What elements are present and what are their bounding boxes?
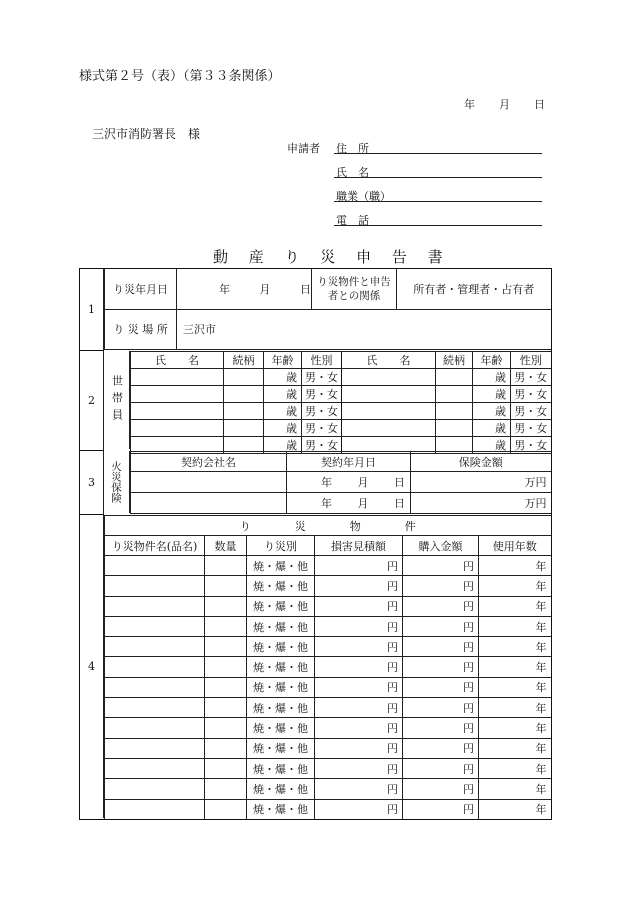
item-purchase-price-field[interactable]: 円 — [403, 799, 479, 819]
item-damage-estimate-field[interactable]: 円 — [315, 616, 403, 636]
company-field[interactable] — [131, 493, 287, 514]
household-relation-field[interactable] — [224, 386, 264, 403]
damaged-items-header: り 災 物 件 — [105, 516, 551, 536]
col-quantity: 数量 — [205, 536, 247, 556]
s3-month: 月 — [357, 476, 369, 489]
h-age-right: 年齢 — [473, 352, 511, 369]
item-years-used-field[interactable]: 年 — [479, 596, 551, 616]
form-number: 様式第２号（表）（第３３条関係） — [79, 69, 281, 84]
item-damage-type-field[interactable]: 焼・爆・他 — [247, 698, 315, 718]
item-purchase-price-field[interactable]: 円 — [403, 616, 479, 636]
item-quantity-field[interactable] — [205, 738, 247, 758]
h-relation-left: 続柄 — [224, 352, 264, 369]
item-damage-estimate-field[interactable]: 円 — [315, 718, 403, 738]
relation-value[interactable]: 所有者・管理者・占有者 — [397, 269, 551, 309]
household-row — [131, 386, 551, 403]
item-damage-type-field[interactable]: 焼・爆・他 — [247, 758, 315, 778]
household-row — [131, 420, 551, 437]
occupation-label: 職業（職） — [336, 190, 391, 203]
item-damage-type-field[interactable]: 焼・爆・他 — [247, 779, 315, 799]
damaged-item-row — [105, 637, 551, 657]
phone-label: 電 話 — [336, 214, 369, 227]
damaged-items-table — [104, 515, 551, 819]
item-damage-estimate-field[interactable]: 円 — [315, 698, 403, 718]
household-sex-field[interactable]: 男・女 — [302, 437, 342, 454]
h-sex-right: 性別 — [511, 352, 551, 369]
section4-number: 4 — [80, 515, 104, 818]
household-name-field[interactable] — [342, 369, 436, 386]
address-field[interactable] — [334, 153, 542, 154]
damaged-item-row — [105, 758, 551, 778]
item-quantity-field[interactable] — [205, 576, 247, 596]
item-name-field[interactable] — [105, 616, 205, 636]
item-damage-type-field[interactable]: 焼・爆・他 — [247, 799, 315, 819]
item-name-field[interactable] — [105, 698, 205, 718]
item-damage-type-field[interactable]: 焼・爆・他 — [247, 556, 315, 576]
s3-year: 年 — [321, 476, 332, 489]
household-name-field[interactable] — [342, 403, 436, 420]
item-damage-estimate-field[interactable]: 円 — [315, 779, 403, 799]
household-relation-field[interactable] — [436, 369, 473, 386]
household-row — [131, 403, 551, 420]
section2-number: 2 — [80, 351, 104, 451]
date-field[interactable] — [177, 269, 312, 309]
s3-day: 日 — [394, 497, 405, 510]
company-field[interactable] — [131, 472, 287, 493]
item-damage-estimate-field[interactable]: 円 — [315, 556, 403, 576]
item-damage-type-field[interactable]: 焼・爆・他 — [247, 616, 315, 636]
item-quantity-field[interactable] — [205, 718, 247, 738]
item-purchase-price-field[interactable]: 円 — [403, 758, 479, 778]
item-name-field[interactable] — [105, 596, 205, 616]
item-years-used-field[interactable]: 年 — [479, 799, 551, 819]
item-quantity-field[interactable] — [205, 799, 247, 819]
item-quantity-field[interactable] — [205, 616, 247, 636]
item-damage-type-field[interactable]: 焼・爆・他 — [247, 677, 315, 697]
applicant-label: 申請者 — [287, 142, 320, 155]
item-name-field[interactable] — [105, 556, 205, 576]
damaged-item-row — [105, 657, 551, 677]
amount-field[interactable]: 万円 — [411, 493, 551, 514]
item-quantity-field[interactable] — [205, 637, 247, 657]
item-purchase-price-field[interactable]: 円 — [403, 779, 479, 799]
item-years-used-field[interactable]: 年 — [479, 556, 551, 576]
damaged-item-row — [105, 616, 551, 636]
section3-number: 3 — [80, 451, 104, 515]
damaged-item-row — [105, 556, 551, 576]
contract-date-field[interactable] — [287, 493, 411, 514]
h-name-right: 氏 名 — [342, 352, 436, 369]
item-purchase-price-field[interactable]: 円 — [403, 657, 479, 677]
item-years-used-field[interactable]: 年 — [479, 637, 551, 657]
household-relation-field[interactable] — [224, 420, 264, 437]
household-sex-field[interactable]: 男・女 — [511, 403, 551, 420]
date-day-label: 日 — [534, 98, 545, 111]
household-age-field[interactable]: 歳 — [473, 420, 511, 437]
household-sex-field[interactable]: 男・女 — [302, 386, 342, 403]
item-damage-estimate-field[interactable]: 円 — [315, 799, 403, 819]
col-years-used: 使用年数 — [479, 536, 551, 556]
item-years-used-field[interactable]: 年 — [479, 616, 551, 636]
household-age-field[interactable]: 歳 — [264, 369, 302, 386]
household-age-field[interactable]: 歳 — [264, 437, 302, 454]
household-sex-field[interactable]: 男・女 — [302, 420, 342, 437]
household-age-field[interactable]: 歳 — [473, 437, 511, 454]
household-relation-field[interactable] — [436, 403, 473, 420]
household-sex-field[interactable]: 男・女 — [302, 369, 342, 386]
item-quantity-field[interactable] — [205, 698, 247, 718]
household-relation-field[interactable] — [224, 403, 264, 420]
household-sex-field[interactable]: 男・女 — [511, 386, 551, 403]
household-name-field[interactable] — [131, 369, 224, 386]
item-name-field[interactable] — [105, 738, 205, 758]
item-years-used-field[interactable]: 年 — [479, 718, 551, 738]
household-name-field[interactable] — [131, 420, 224, 437]
name-label: 氏 名 — [336, 166, 369, 179]
h-relation-right: 続柄 — [436, 352, 473, 369]
item-quantity-field[interactable] — [205, 596, 247, 616]
s3-year: 年 — [321, 497, 332, 510]
damaged-item-row — [105, 596, 551, 616]
document-title: 動 産 り 災 申 告 書 — [213, 248, 451, 266]
date-label: り災年月日 — [105, 269, 177, 309]
phone-field[interactable] — [334, 225, 542, 226]
damaged-item-row — [105, 576, 551, 596]
item-years-used-field[interactable]: 年 — [479, 576, 551, 596]
name-field[interactable] — [334, 177, 542, 178]
place-label: り 災 場 所 — [105, 309, 177, 349]
item-name-field[interactable] — [105, 657, 205, 677]
insurance-table — [130, 451, 551, 514]
household-age-field[interactable]: 歳 — [264, 386, 302, 403]
household-age-field[interactable]: 歳 — [473, 369, 511, 386]
household-age-field[interactable]: 歳 — [264, 403, 302, 420]
insurance-label: 火災保険 — [104, 451, 130, 513]
item-damage-type-field[interactable]: 焼・爆・他 — [247, 738, 315, 758]
item-purchase-price-field[interactable]: 円 — [403, 718, 479, 738]
item-years-used-field[interactable]: 年 — [479, 779, 551, 799]
damaged-item-row — [105, 738, 551, 758]
item-damage-estimate-field[interactable]: 円 — [315, 576, 403, 596]
household-name-field[interactable] — [131, 386, 224, 403]
item-name-field[interactable] — [105, 677, 205, 697]
item-purchase-price-field[interactable]: 円 — [403, 637, 479, 657]
item-years-used-field[interactable]: 年 — [479, 677, 551, 697]
amount-field[interactable]: 万円 — [411, 472, 551, 493]
item-damage-type-field[interactable]: 焼・爆・他 — [247, 637, 315, 657]
s1-month: 月 — [259, 282, 271, 296]
household-relation-field[interactable] — [436, 386, 473, 403]
item-name-field[interactable] — [105, 718, 205, 738]
item-damage-estimate-field[interactable]: 円 — [315, 596, 403, 616]
item-years-used-field[interactable]: 年 — [479, 657, 551, 677]
item-name-field[interactable] — [105, 637, 205, 657]
item-purchase-price-field[interactable]: 円 — [403, 576, 479, 596]
item-years-used-field[interactable]: 年 — [479, 698, 551, 718]
household-name-field[interactable] — [342, 386, 436, 403]
address-label: 住 所 — [336, 142, 369, 155]
item-years-used-field[interactable]: 年 — [479, 758, 551, 778]
household-relation-field[interactable] — [224, 369, 264, 386]
h-name-left: 氏 名 — [131, 352, 224, 369]
h-sex-left: 性別 — [302, 352, 342, 369]
col-damage-estimate: 損害見積額 — [315, 536, 403, 556]
occupation-field[interactable] — [334, 201, 542, 202]
household-sex-field[interactable]: 男・女 — [511, 420, 551, 437]
item-damage-estimate-field[interactable]: 円 — [315, 677, 403, 697]
contract-date-field[interactable] — [287, 472, 411, 493]
household-name-field[interactable] — [131, 403, 224, 420]
item-name-field[interactable] — [105, 576, 205, 596]
item-name-field[interactable] — [105, 758, 205, 778]
item-damage-type-field[interactable]: 焼・爆・他 — [247, 657, 315, 677]
item-damage-estimate-field[interactable]: 円 — [315, 758, 403, 778]
item-name-field[interactable] — [105, 779, 205, 799]
item-purchase-price-field[interactable]: 円 — [403, 698, 479, 718]
household-age-field[interactable]: 歳 — [473, 403, 511, 420]
h-contract-date: 契約年月日 — [287, 452, 411, 472]
item-quantity-field[interactable] — [205, 677, 247, 697]
damaged-item-row — [105, 779, 551, 799]
date-year-label: 年 — [464, 98, 475, 111]
household-label: 世帯員 — [104, 351, 130, 449]
household-sex-field[interactable]: 男・女 — [302, 403, 342, 420]
household-age-field[interactable]: 歳 — [264, 420, 302, 437]
item-damage-estimate-field[interactable]: 円 — [315, 637, 403, 657]
damaged-item-row — [105, 698, 551, 718]
section1-table — [104, 269, 551, 350]
item-purchase-price-field[interactable]: 円 — [403, 738, 479, 758]
item-damage-estimate-field[interactable]: 円 — [315, 657, 403, 677]
item-purchase-price-field[interactable]: 円 — [403, 556, 479, 576]
item-damage-type-field[interactable]: 焼・爆・他 — [247, 596, 315, 616]
item-purchase-price-field[interactable]: 円 — [403, 596, 479, 616]
item-name-field[interactable] — [105, 799, 205, 819]
damaged-item-row — [105, 718, 551, 738]
relation-label: り災物件と申告者との関係 — [312, 269, 397, 309]
item-purchase-price-field[interactable]: 円 — [403, 677, 479, 697]
item-quantity-field[interactable] — [205, 657, 247, 677]
s1-day: 日 — [300, 282, 311, 296]
place-value[interactable]: 三沢市 — [177, 309, 551, 349]
damaged-item-row — [105, 799, 551, 819]
main-form — [79, 268, 552, 820]
household-sex-field[interactable]: 男・女 — [511, 369, 551, 386]
section1-number: 1 — [80, 269, 104, 351]
item-damage-type-field[interactable]: 焼・爆・他 — [247, 576, 315, 596]
item-years-used-field[interactable]: 年 — [479, 738, 551, 758]
h-age-left: 年齢 — [264, 352, 302, 369]
date-month-label: 月 — [499, 98, 510, 111]
item-quantity-field[interactable] — [205, 779, 247, 799]
damaged-item-row — [105, 677, 551, 697]
addressee: 三沢市消防署長 様 — [92, 127, 201, 141]
household-age-field[interactable]: 歳 — [473, 386, 511, 403]
s1-year: 年 — [219, 282, 230, 296]
col-damage-type: り災別 — [247, 536, 315, 556]
s3-month: 月 — [357, 497, 369, 510]
item-quantity-field[interactable] — [205, 758, 247, 778]
household-table — [130, 351, 551, 454]
household-row — [131, 369, 551, 386]
col-purchase-price: 購入金額 — [403, 536, 479, 556]
s3-day: 日 — [394, 476, 405, 489]
household-relation-field[interactable] — [436, 420, 473, 437]
item-damage-type-field[interactable]: 焼・爆・他 — [247, 718, 315, 738]
h-amount: 保険金額 — [411, 452, 551, 472]
item-damage-estimate-field[interactable]: 円 — [315, 738, 403, 758]
item-quantity-field[interactable] — [205, 556, 247, 576]
household-name-field[interactable] — [342, 420, 436, 437]
h-company: 契約会社名 — [131, 452, 287, 472]
col-item-name: り災物件名(品名) — [105, 536, 205, 556]
household-sex-field[interactable]: 男・女 — [511, 437, 551, 454]
